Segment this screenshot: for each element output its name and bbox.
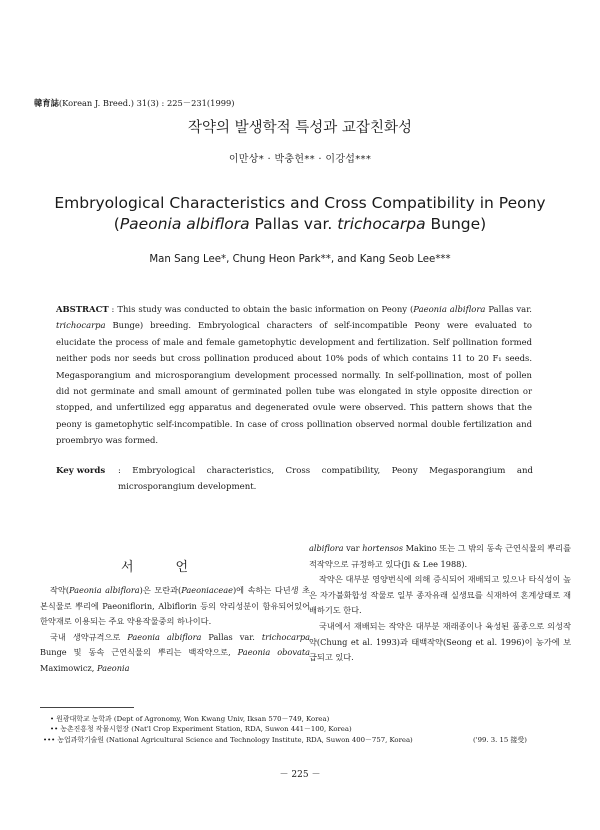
right-paragraph-2: 국내에서 재배되는 작약은 대부분 재래종이나 육성된 품종으로 의성작약(Chung et al. 1993)과 태백작약(Seong et al. 1996)이 농가에 보급되고 있다. [309,620,571,663]
abstract-text-3: Bunge) breeding. Embryological characters of self-incompatible Peony were evaluated to elucidate the process of male and female gametophytic development and fertilization. Self pollination formed neither pods nor seeds but cross pollination produced about 10% pods of which contains 11 to 20 F₁ seeds. Megasporangium and microsporangium development processed normally. In self-pollination, most of pollen did not germinate and small amount of germinated pollen tube was elongated in style opposite direction or stopped, and unfertilized egg apparatus and degenerated ovule were observed. This pattern shows that the peony is gametophytic self-incompatible. In case of cross pollination observed normal double fertilization and proembryo was formed. [56,320,532,446]
english-title-line2 [20,214,580,235]
title-paren: ( [113,215,120,233]
received-date: ('99. 3. 15 接受) [473,736,527,744]
title-end: Bunge) [425,215,487,233]
english-authors: Man Sang Lee*, Chung Heon Park**, and Kang Seob Lee*** [149,254,451,265]
family-name: Paeoniaceae [181,585,233,595]
page-number: － 225 － [279,770,321,780]
right-column [309,541,571,666]
korean-authors: 이만상* · 박충헌** · 이강섭*** [228,154,372,165]
journal-reference: (Korean J. Breed.) 31(3) : 225－231(1999) [58,98,235,108]
variety-name: trichocarpa [261,631,310,642]
genus-name: Paeonia [96,662,130,673]
abstract-text-1: : This study was conducted to obtain the basic information on Peony ( [108,304,414,314]
abstract-species: Paeonia albiflora [413,304,486,314]
footnote-divider [40,707,134,708]
title-middle: Pallas var. [249,215,338,233]
left-paragraph-2 [40,630,310,677]
english-title-line1: Embryological Characteristics and Cross Compatibility in Peony [54,194,546,212]
species-name: Paeonia albiflora [127,631,202,642]
text-run: var [343,543,363,553]
left-paragraph-1 [40,583,310,630]
footnote-2: •• 농촌진흥청 작물시험장 (Nat'l Crop Experiment Station, RDA, Suwon 441－100, Korea) [50,725,352,733]
text-run: )에 속하는 다년생 초본식물로 뿌리에 Paeoniflorin, Albiflorin 등의 약리성분이 함유되어있어 한약재로 이용되는 주요 약용작물중의 하나이다. [40,585,310,627]
keywords-label: Key words [56,466,106,476]
title-species: Paeonia albiflora [119,215,250,233]
korean-title: 작약의 발생학적 특성과 교잡친화성 [188,120,412,136]
right-paragraph-continued [309,541,571,572]
footnote-1: • 원광대학교 농학과 (Dept of Agronomy, Won Kwang Univ, Iksan 570－749, Korea) [50,715,330,723]
english-title [20,193,580,235]
text-run: Makino 또는 그 밖의 동속 근연식물의 뿌리를 적작약으로 규정하고 있다(Ji & Lee 1988). [309,543,571,569]
text-run: Maximowicz, [40,662,97,673]
right-paragraph-1: 작약은 대부분 영양번식에 의해 증식되어 재배되고 있으나 타식성이 높은 자가불화합성 작물로 일부 종자유래 실생묘를 식재하여 혼계상태로 재배하기도 한다. [309,574,571,616]
text-run: 작약( [50,585,70,595]
text-run: Bunge 및 동속 근연식물의 뿌리는 백작약으로, [40,647,238,658]
abstract-label: ABSTRACT [56,304,109,314]
title-variety: trichocarpa [337,215,426,233]
footnote-3: ••• 농업과학기술원 (National Agricultural Science and Technology Institute, RDA, Suwon 400－757, Korea) [43,736,413,744]
species-name: Paeonia obovata [237,647,310,658]
abstract [56,301,532,449]
text-run: Pallas var. [201,631,262,642]
keywords-text: : Embryological characteristics, Cross compatibility, Peony Megasporangium and microsporangium development. [118,466,533,493]
text-run: 국내 생약규격으로 [50,631,128,642]
journal-citation [34,97,235,109]
section-heading-introduction: 서언 [120,560,231,575]
abstract-text-2: Pallas var. [485,304,532,314]
left-column [40,583,310,677]
text-run: )은 모란과( [139,585,182,595]
variety-name: hortensos [362,543,404,553]
species-name: Paeonia albiflora [69,585,140,595]
journal-abbrev: 韓育誌 [34,98,59,108]
abstract-variety: trichocarpa [56,320,106,331]
species-name: albiflora [309,543,344,553]
